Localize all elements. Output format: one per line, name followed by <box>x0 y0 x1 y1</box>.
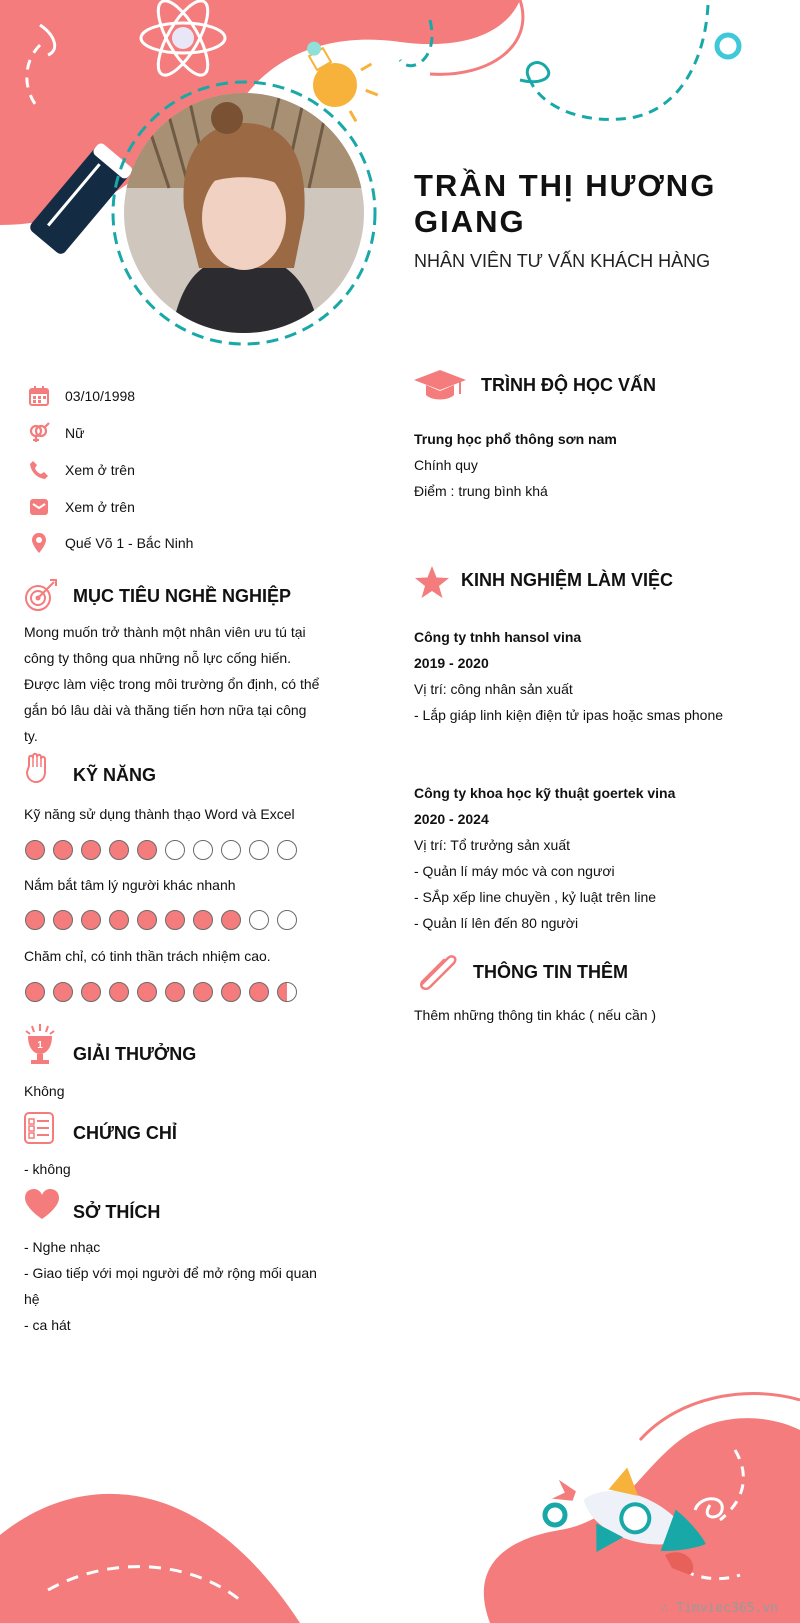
rating-dot <box>53 910 73 930</box>
hobby-line: - Giao tiếp với mọi người để mở rộng mối quan <box>24 1265 317 1281</box>
info-address <box>28 530 193 556</box>
rating-dot <box>193 840 213 860</box>
rating-dot <box>81 840 101 860</box>
job-line: - SẮp xếp line chuyền , kỷ luật trên line <box>414 889 657 905</box>
email: Xem ở trên <box>65 499 135 515</box>
rating-dot <box>249 840 269 860</box>
rating-dot <box>137 982 157 1002</box>
rating-dot <box>165 982 185 1002</box>
job-period: 2019 - 2020 <box>414 655 489 671</box>
rating-dot <box>221 910 241 930</box>
certificates-text: - không <box>24 1161 71 1177</box>
rating-dot <box>221 840 241 860</box>
rating-dot <box>277 840 297 860</box>
skill-label: Nắm bắt tâm lý người khác nhanh <box>24 877 236 893</box>
rating-dot <box>193 982 213 1002</box>
job-title: NHÂN VIÊN TƯ VẤN KHÁCH HÀNG <box>414 251 711 271</box>
phone: Xem ở trên <box>65 462 135 478</box>
school-name: Trung học phổ thông sơn nam <box>414 431 617 447</box>
hobby-line: - ca hát <box>24 1317 71 1333</box>
birthdate: 03/10/1998 <box>65 388 136 404</box>
skills-title: KỸ NĂNG <box>73 765 157 785</box>
rating-dot <box>53 840 73 860</box>
info-gender <box>28 420 84 446</box>
job-period: 2020 - 2024 <box>414 811 489 827</box>
education-details <box>414 426 784 504</box>
hand-icon <box>24 752 50 784</box>
rating-dot <box>221 982 241 1002</box>
job-entry <box>414 780 784 936</box>
rating-dot <box>137 910 157 930</box>
rating-dot <box>249 910 269 930</box>
rating-dot <box>277 982 297 1002</box>
graduation-cap-icon <box>414 368 466 402</box>
info-email <box>28 494 135 520</box>
objective-line: gắn bó lâu dài và thăng tiến hơn nữa tại công <box>24 702 307 718</box>
job-entry <box>414 624 784 728</box>
skill-label: Kỹ năng sử dụng thành thạo Word và Excel <box>24 806 295 822</box>
objective-text <box>24 619 324 749</box>
hobby-line: - Nghe nhạc <box>24 1239 101 1255</box>
objective-title: MỤC TIÊU NGHỀ NGHIỆP <box>73 586 292 606</box>
heart-icon <box>24 1188 60 1220</box>
rating-dot <box>165 910 185 930</box>
rating-dot <box>81 910 101 930</box>
rating-dot <box>109 840 129 860</box>
checklist-icon <box>24 1112 54 1144</box>
hobby-line: hệ <box>24 1291 40 1307</box>
info-phone <box>28 457 135 483</box>
rating-dot <box>249 982 269 1002</box>
watermark: ∴ Timviec365.vn <box>660 1601 778 1616</box>
objective-line: công ty thông qua những nỗ lực cống hiến. <box>24 650 292 666</box>
target-icon <box>24 578 58 612</box>
gender-icon <box>28 422 50 444</box>
objective-line: Được làm việc trong môi trường ổn định, có thể <box>24 676 320 692</box>
job-line: Vị trí: Tổ trưởng sản xuất <box>414 837 571 853</box>
job-line: - Quản lí máy móc và con ngươi <box>414 863 615 879</box>
gender: Nữ <box>65 425 85 441</box>
email-icon <box>28 496 50 518</box>
job-line: - Lắp giáp linh kiện điện tử ipas hoặc smas phone <box>414 707 724 723</box>
paperclip-icon <box>414 950 460 992</box>
rating-dot <box>25 910 45 930</box>
education-title: TRÌNH ĐỘ HỌC VẤN <box>481 375 656 395</box>
skill-rating <box>25 840 297 860</box>
extra-title: THÔNG TIN THÊM <box>473 962 628 982</box>
education-line: Chính quy <box>414 457 478 473</box>
rating-dot <box>165 840 185 860</box>
objective-line: Mong muốn trở thành một nhân viên ưu tú tại <box>24 624 306 640</box>
awards-text: Không <box>24 1083 65 1099</box>
info-birthdate <box>28 383 135 409</box>
objective-line: ty. <box>24 728 38 744</box>
location-pin-icon <box>28 532 50 554</box>
skill-label: Chăm chỉ, có tinh thần trách nhiệm cao. <box>24 948 271 964</box>
job-company: Công ty khoa học kỹ thuật goertek vina <box>414 785 676 801</box>
phone-icon <box>28 459 50 481</box>
rating-dot <box>25 982 45 1002</box>
trophy-icon <box>24 1024 56 1066</box>
calendar-icon <box>28 385 50 407</box>
rating-dot <box>137 840 157 860</box>
job-company: Công ty tnhh hansol vina <box>414 629 582 645</box>
rating-dot <box>193 910 213 930</box>
rating-dot <box>81 982 101 1002</box>
job-line: - Quản lí lên đến 80 người <box>414 915 579 931</box>
skill-rating <box>25 910 297 930</box>
job-line: Vị trí: công nhân sản xuất <box>414 681 573 697</box>
awards-title: GIẢI THƯỞNG <box>73 1044 197 1064</box>
certificates-title: CHỨNG CHỈ <box>73 1123 177 1143</box>
address: Quế Võ 1 - Bắc Ninh <box>65 535 194 551</box>
skill-rating <box>25 982 297 1002</box>
experience-title: KINH NGHIỆM LÀM VIỆC <box>461 570 674 590</box>
rating-dot <box>109 910 129 930</box>
extra-text: Thêm những thông tin khác ( nếu cần ) <box>414 1007 657 1023</box>
hobbies-text <box>24 1234 324 1338</box>
hobbies-title: SỞ THÍCH <box>73 1202 161 1222</box>
candidate-name: TRẦN THỊ HƯƠNG GIANG <box>414 168 717 239</box>
svg-text:1: 1 <box>37 1040 43 1051</box>
rating-dot <box>277 910 297 930</box>
rating-dot <box>109 982 129 1002</box>
avatar <box>109 78 379 348</box>
education-line: Điểm : trung bình khá <box>414 483 548 499</box>
star-icon <box>414 565 450 599</box>
rating-dot <box>53 982 73 1002</box>
rating-dot <box>25 840 45 860</box>
